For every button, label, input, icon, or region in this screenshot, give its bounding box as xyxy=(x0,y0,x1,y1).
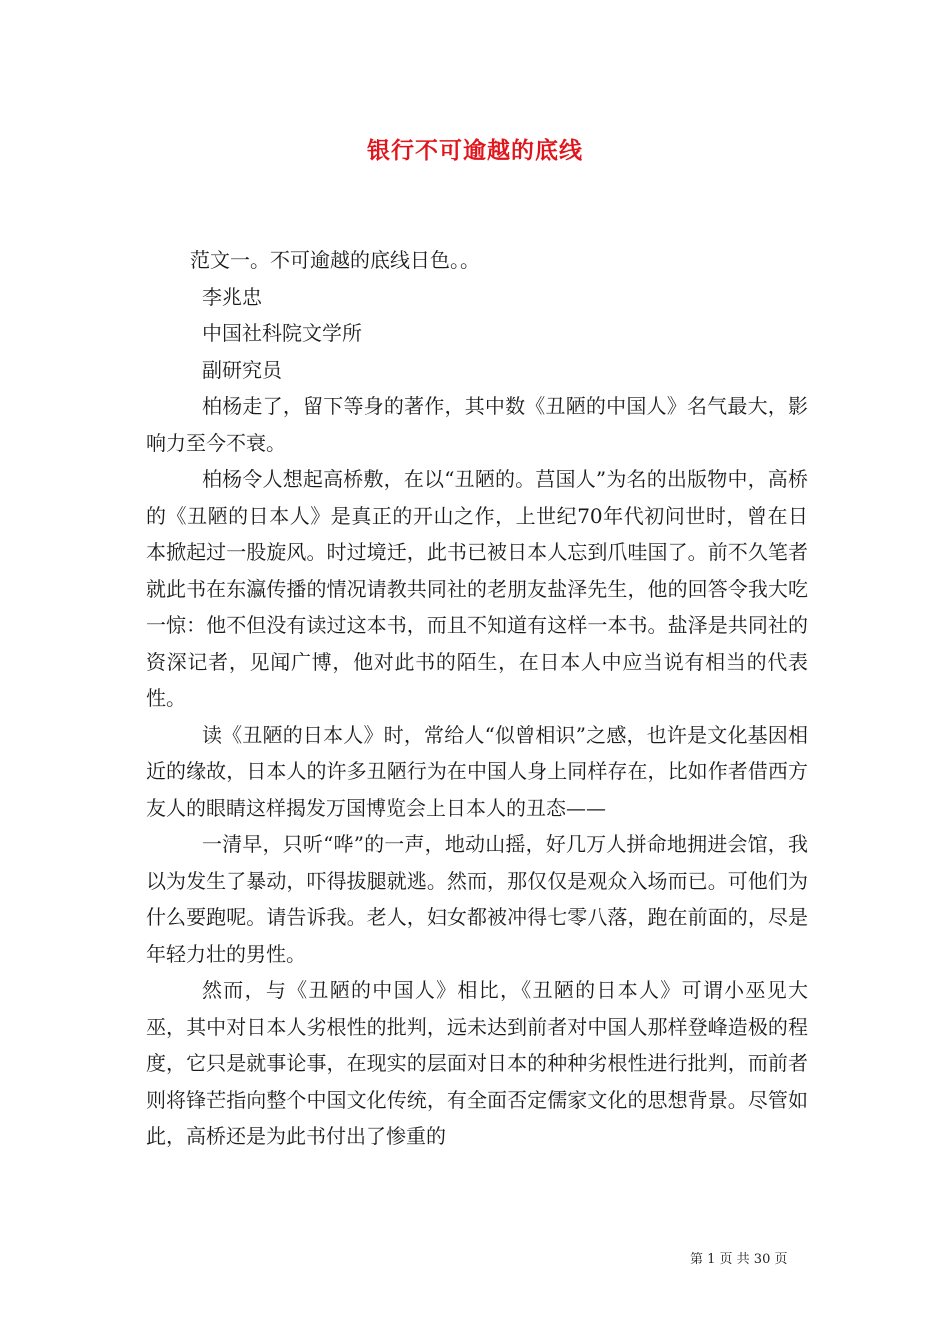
paragraph-author: 李兆忠 xyxy=(202,284,262,309)
document-body xyxy=(146,242,808,1155)
paragraph: 读《丑陋的日本人》时，常给人“似曾相识”之感，也许是文化基因相近的缘故，日本人的许多丑陋行为在中国人身上同样存在，比如作者借西方友人的眼睛这样揭发万国博览会上日本人的丑态—— xyxy=(146,722,808,820)
paragraph-affiliation: 中国社科院文学所 xyxy=(202,321,362,345)
paragraph: 然而，与《丑陋的中国人》相比，《丑陋的日本人》可谓小巫见大巫，其中对日本人劣根性的批判，远未达到前者对中国人那样登峰造极的程度，它只是就事论事，在现实的层面对日本的种种劣根性进行批判，而前者则将锋芒指向整个中国文化传统，有全面否定儒家文化的思想背景。尽管如此，高桥还是为此书付出了惨重的 xyxy=(146,978,808,1148)
paragraph-intro: 范文一。不可逾越的底线日色。。 xyxy=(190,248,480,272)
paragraph: 一清早，只听“哗”的一声，地动山摇，好几万人拼命地拥进会馆，我以为发生了暴动，吓得拔腿就逃。然而，那仅仅是观众入场而已。可他们为什么要跑呢。请告诉我。老人，妇女都被冲得七零八落，跑在前面的，尽是年轻力壮的男性。 xyxy=(146,832,808,966)
paragraph: 柏杨令人想起高桥敷，在以“丑陋的。莒国人”为名的出版物中，高桥的《丑陋的日本人》是真正的开山之作，上世纪70年代初问世时，曾在日本掀起过一股旋风。时过境迁，此书已被日本人忘到爪哇国了。前不久笔者就此书在东瀛传播的情况请教共同社的老朋友盐泽先生，他的回答令我大吃一惊：他不但没有读过这本书，而且不知道有这样一本书。盐泽是共同社的资深记者，见闻广博，他对此书的陌生，在日本人中应当说有相当的代表性。 xyxy=(146,467,808,710)
paragraph: 柏杨走了，留下等身的著作，其中数《丑陋的中国人》名气最大，影响力至今不衰。 xyxy=(146,394,808,455)
paragraph-position: 副研究员 xyxy=(202,357,282,382)
page-number-footer: 第 1 页 共 30 页 xyxy=(690,1252,788,1267)
document-title: 银行不可逾越的底线 xyxy=(367,137,583,164)
